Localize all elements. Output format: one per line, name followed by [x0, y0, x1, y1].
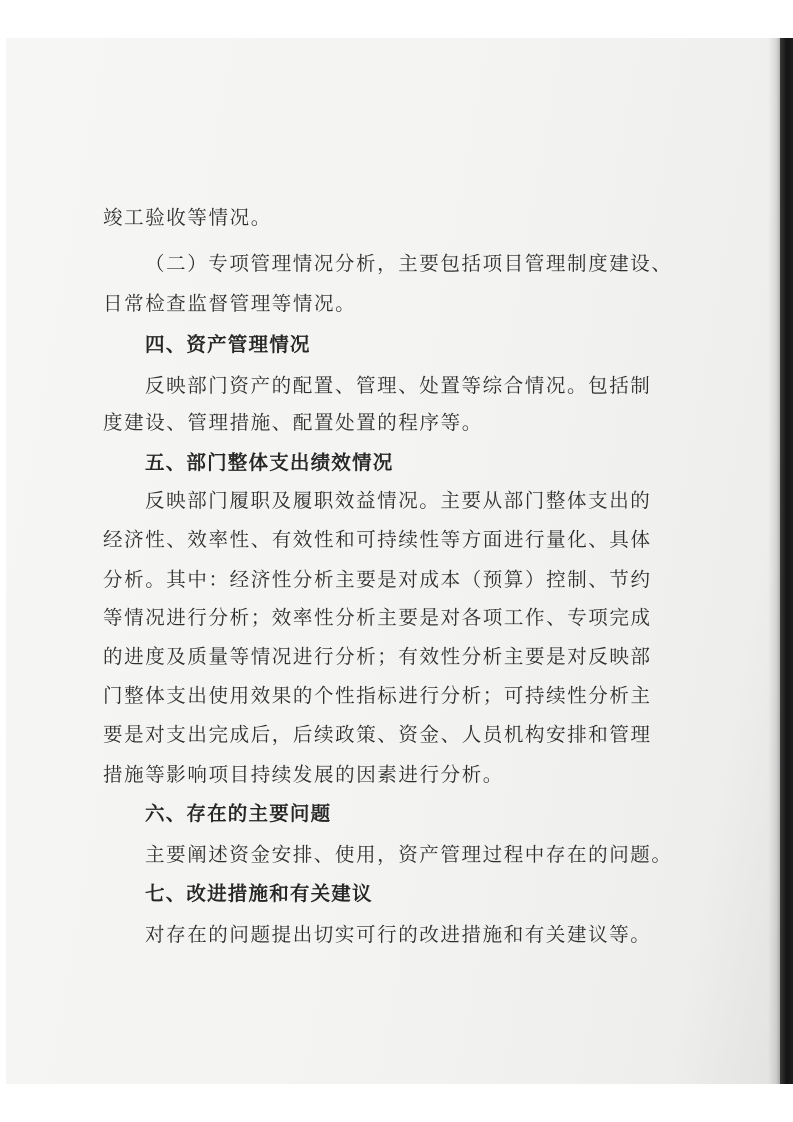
section-heading-6: 六、存在的主要问题 — [145, 802, 332, 825]
text-line-5: 反映部门资产的配置、管理、处置等综合情况。包括制 — [145, 374, 652, 397]
section-heading-7: 七、改进措施和有关建议 — [145, 882, 373, 905]
text-line-8: 反映部门履职及履职效益情况。主要从部门整体支出的 — [145, 489, 652, 512]
section-heading-5: 五、部门整体支出绩效情况 — [145, 451, 394, 474]
text-line-12: 的进度及质量等情况进行分析；有效性分析主要是对反映部 — [103, 645, 652, 668]
text-line-11: 等情况进行分析；效率性分析主要是对各项工作、专项完成 — [103, 606, 652, 629]
section-heading-4: 四、资产管理情况 — [145, 333, 311, 356]
text-line-3: 日常检查监督管理等情况。 — [103, 292, 357, 315]
dark-edge — [780, 38, 793, 1084]
text-line-19: 对存在的问题提出切实可行的改进措施和有关建议等。 — [145, 923, 652, 946]
text-line-10: 分析。其中：经济性分析主要是对成本（预算）控制、节约 — [103, 568, 652, 591]
text-line-17: 主要阐述资金安排、使用，资产管理过程中存在的问题。 — [145, 843, 673, 866]
text-line-9: 经济性、效率性、有效性和可持续性等方面进行量化、具体 — [103, 528, 652, 551]
text-line-14: 要是对支出完成后，后续政策、资金、人员机构安排和管理 — [103, 723, 652, 746]
text-line-13: 门整体支出使用效果的个性指标进行分析；可持续性分析主 — [103, 684, 652, 707]
text-line-6: 度建设、管理措施、配置处置的程序等。 — [103, 411, 483, 434]
text-line-2: （二）专项管理情况分析，主要包括项目管理制度建设、 — [145, 252, 673, 275]
text-line-1: 竣工验收等情况。 — [103, 206, 272, 229]
text-line-15: 措施等影响项目持续发展的因素进行分析。 — [103, 763, 504, 786]
